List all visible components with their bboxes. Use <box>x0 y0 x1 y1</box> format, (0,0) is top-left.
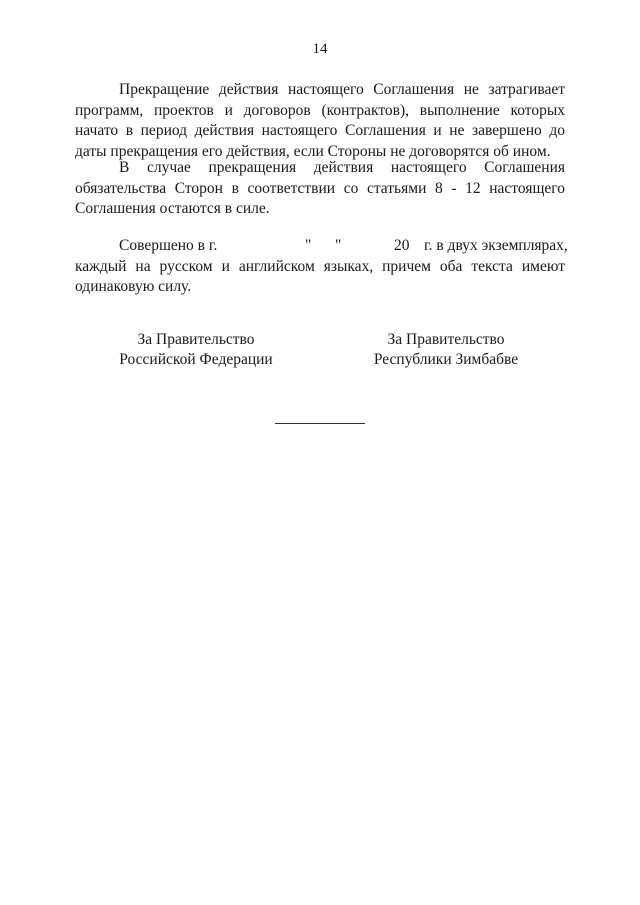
signature-line1: За Правительство <box>387 331 505 348</box>
signature-block-russia <box>76 330 316 370</box>
date-quote-open: " <box>305 237 312 254</box>
signature-line2: Республики Зимбабве <box>373 351 519 368</box>
done-at-suffix: г. в двух экземплярах, <box>424 237 568 254</box>
done-at-continuation: каждый на русском и английском языках, причем оба текста имеют одинаковую силу. <box>75 257 565 295</box>
paragraph-termination-effects <box>75 80 565 162</box>
closing-rule-divider <box>275 423 365 424</box>
done-at-prefix: Совершено в г. <box>119 237 218 254</box>
signature-line1: За Правительство <box>137 331 255 348</box>
date-quote-close: " <box>335 237 342 254</box>
signature-block-zimbabwe <box>326 330 566 370</box>
paragraph-text: Прекращение действия настоящего Соглашения не затрагивает программ, проектов и договоров (контрактов), выполнение которых начато в период действия настоящего Соглашения и не завершено до даты прекращения его действия, если Стороны не договорятся об ином. <box>75 81 565 160</box>
date-year: 20 <box>394 237 410 254</box>
signature-line2: Российской Федерации <box>119 351 273 368</box>
paragraph-text: В случае прекращения действия настоящего Соглашения обязательства Сторон в соответствии со статьями 8 - 12 настоящего Соглашения остаются в силе. <box>75 159 565 217</box>
page-number: 14 <box>312 41 328 57</box>
paragraph-obligations-remain <box>75 158 565 220</box>
done-at-clause <box>75 236 568 298</box>
done-at-first-line <box>75 236 568 257</box>
